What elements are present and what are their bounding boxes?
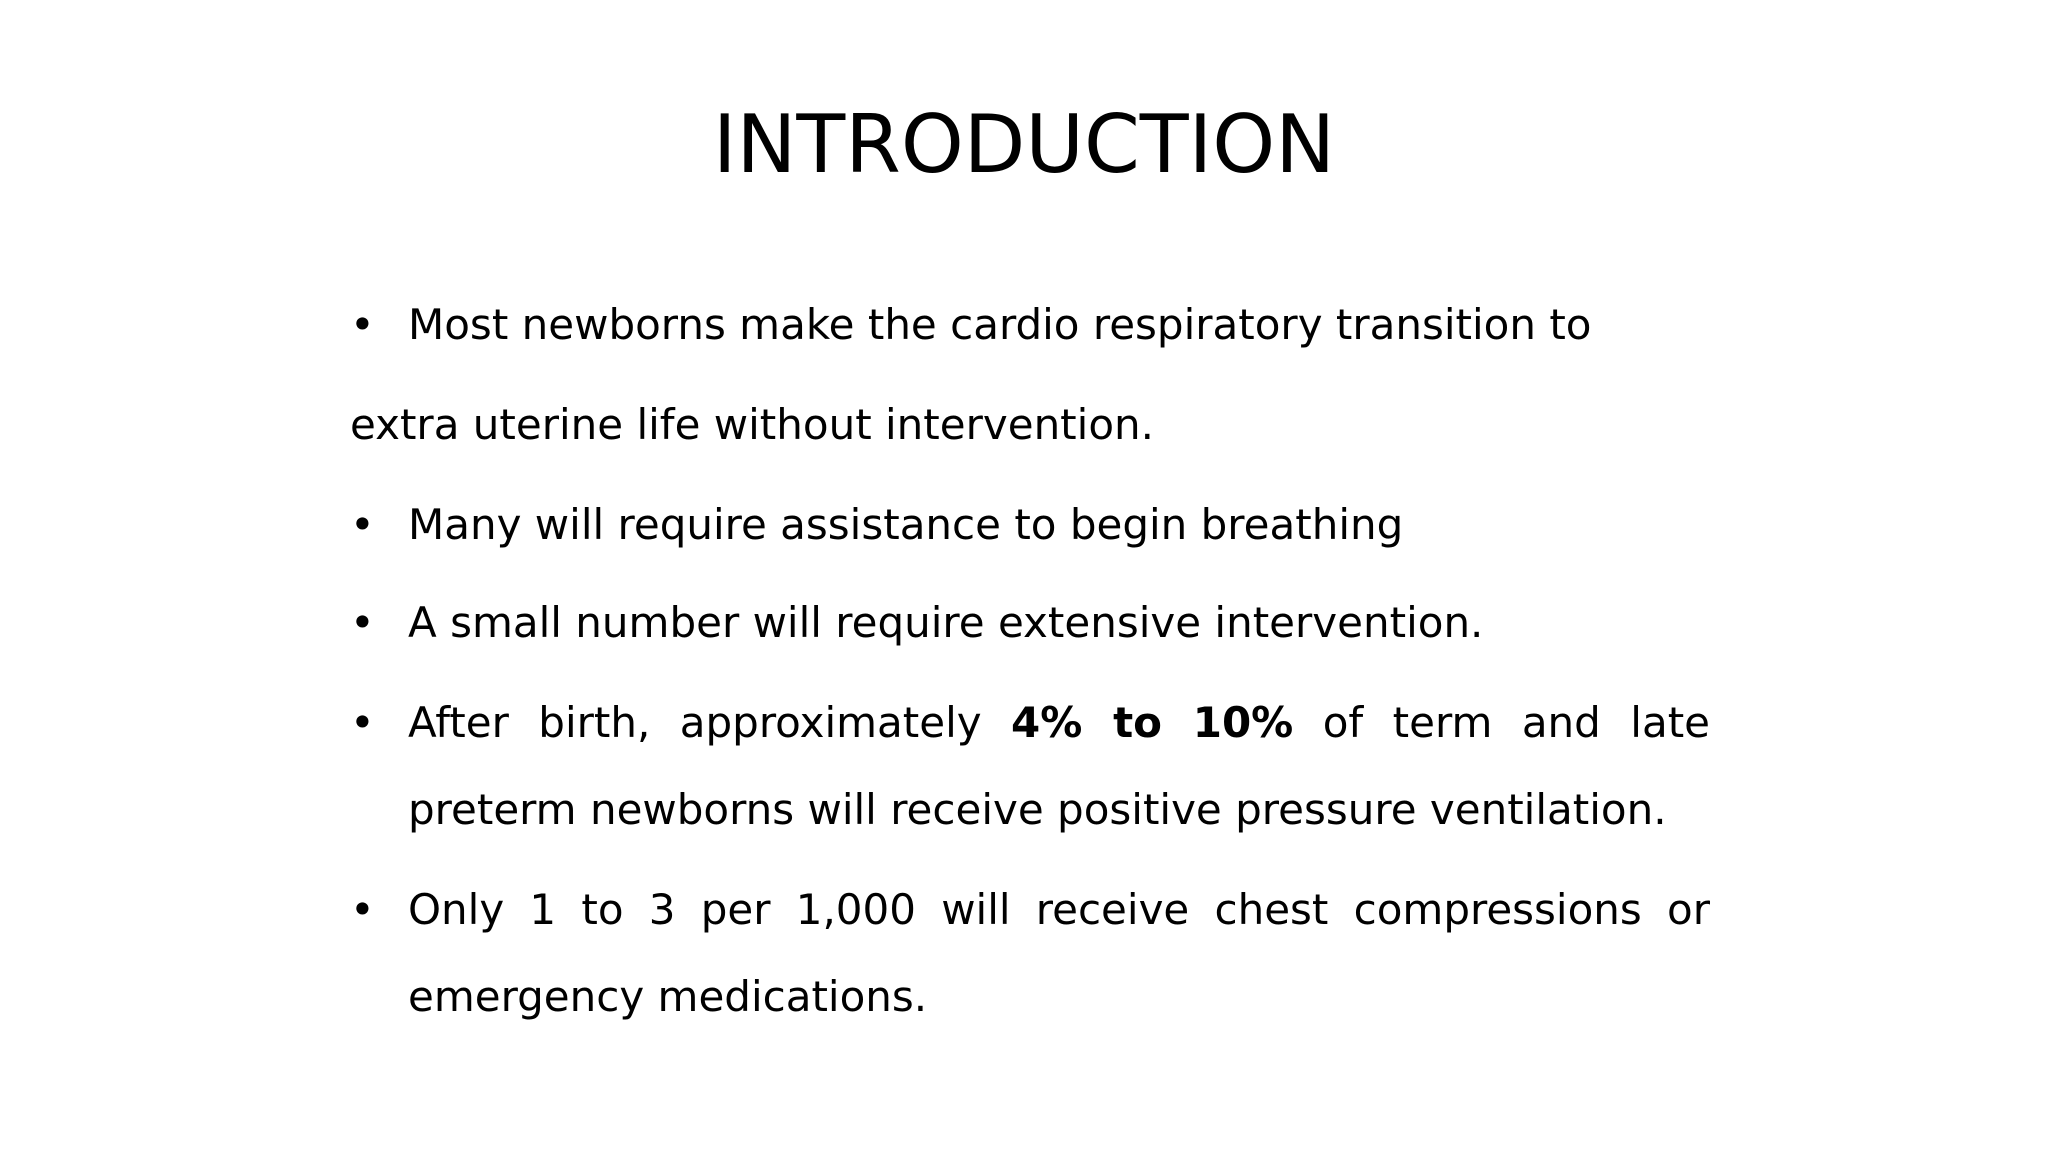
- bullet-marker: •: [350, 500, 375, 549]
- bullet-marker: •: [350, 598, 375, 647]
- highlight-percentage: 4% to 10%: [1011, 698, 1294, 747]
- text-pre: After birth, approximately: [408, 698, 982, 747]
- list-item-text: emergency medications.: [408, 972, 928, 1021]
- list-item-text: Only 1 to 3 per 1,000 will receive chest compressions or: [408, 885, 1710, 934]
- bullet-marker: •: [350, 300, 375, 349]
- list-item-text: Most newborns make the cardio respiratory transition to: [408, 300, 1592, 349]
- list-item-text: extra uterine life without intervention.: [350, 400, 1154, 449]
- list-item-text: [408, 693, 1710, 753]
- text-post: of term and late: [1322, 698, 1710, 747]
- slide-title: INTRODUCTION: [712, 98, 1336, 191]
- bullet-marker: •: [350, 698, 375, 747]
- list-item-text: preterm newborns will receive positive pressure ventilation.: [408, 785, 1667, 834]
- bullet-marker: •: [350, 885, 375, 934]
- list-item-text: A small number will require extensive intervention.: [408, 598, 1484, 647]
- list-item-text: Many will require assistance to begin breathing: [408, 500, 1404, 549]
